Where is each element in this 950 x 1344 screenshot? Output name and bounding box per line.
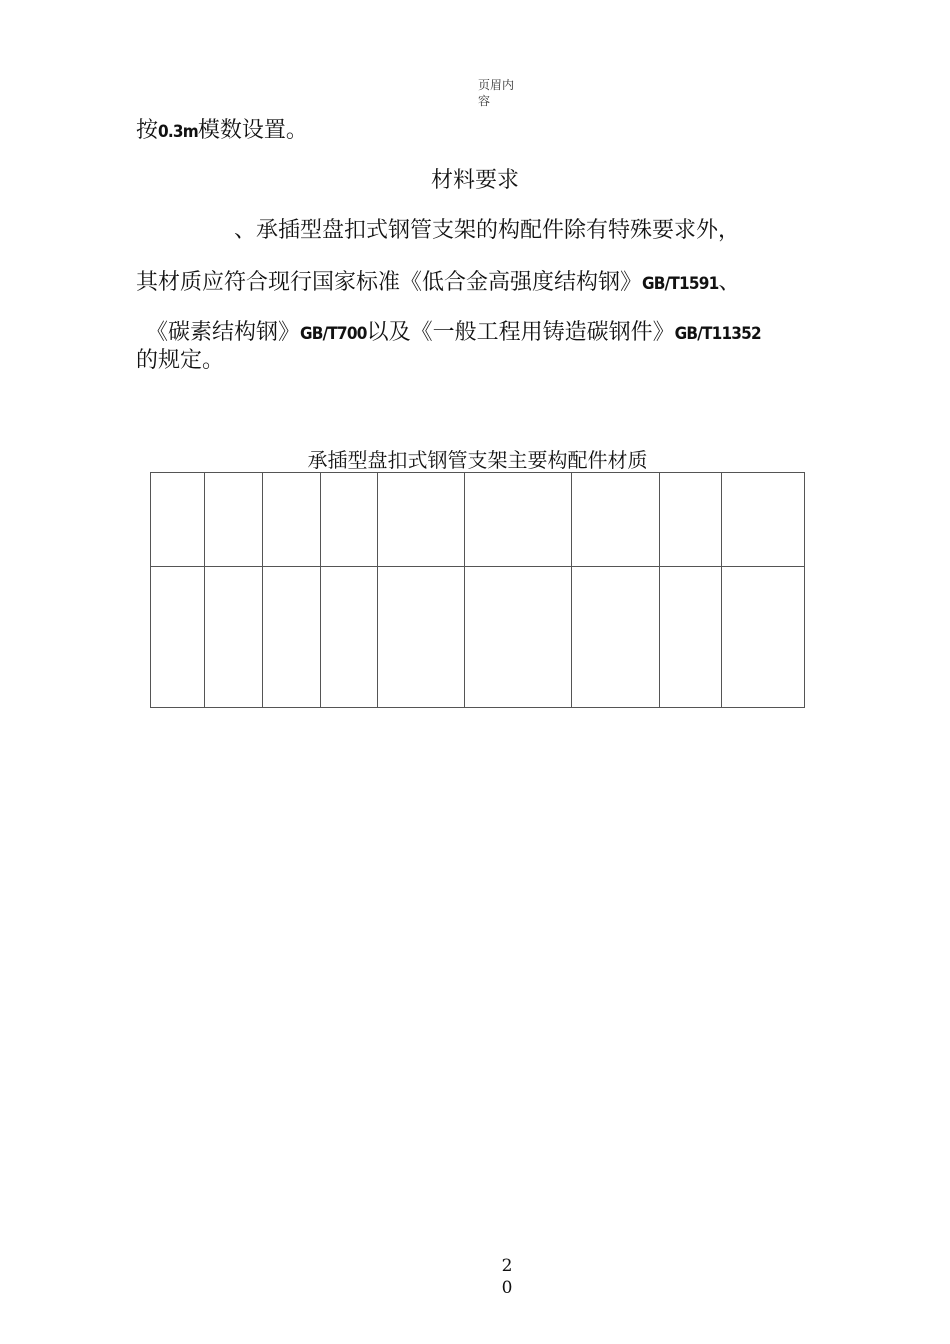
- table-cell: [722, 567, 805, 708]
- text-run: 《碳素结构钢》: [146, 320, 301, 345]
- table-cell: [204, 567, 262, 708]
- table-row: [151, 473, 805, 567]
- table-cell: [572, 473, 660, 567]
- materials-table: [150, 472, 805, 708]
- page-number-digit: 2: [501, 1256, 513, 1276]
- text-run: 以及《一般工程用铸造碳钢件》: [366, 320, 675, 345]
- paragraph-module: [136, 116, 806, 147]
- page-number-digit: 0: [501, 1278, 513, 1298]
- page-number: [499, 1255, 515, 1299]
- standard-code: GB/T700: [300, 324, 367, 344]
- text-run: 、: [718, 270, 741, 295]
- text-run: 模数设置。: [197, 118, 308, 143]
- text-run: 其材质应符合现行国家标准《低合金高强度结构钢》: [136, 270, 643, 295]
- paragraph-line: [146, 318, 816, 349]
- text-run: 按: [136, 118, 159, 143]
- table-cell: [204, 473, 262, 567]
- section-heading: 材料要求: [430, 168, 519, 193]
- paragraph-line: 的规定。: [136, 348, 225, 373]
- paragraph-line: 、承插型盘扣式钢管支架的构配件除有特殊要求外，: [234, 218, 741, 243]
- table-cell: [660, 567, 722, 708]
- page-header: [478, 77, 522, 109]
- standard-code: GB/T11352: [674, 324, 761, 344]
- table-cell: [377, 473, 465, 567]
- page-header-line: 容: [478, 94, 491, 108]
- code-run: 0.3m: [158, 122, 198, 142]
- table-cell: [465, 473, 572, 567]
- table-body: [151, 473, 805, 708]
- table-cell: [262, 567, 320, 708]
- table-cell: [151, 567, 205, 708]
- paragraph-line: [136, 268, 806, 299]
- table-cell: [722, 473, 805, 567]
- standard-code: GB/T1591: [642, 274, 719, 294]
- table-cell: [320, 567, 377, 708]
- page-header-line: 页眉内: [478, 78, 515, 92]
- table-cell: [377, 567, 465, 708]
- table-cell: [572, 567, 660, 708]
- table-cell: [320, 473, 377, 567]
- table-row: [151, 567, 805, 708]
- table-cell: [465, 567, 572, 708]
- table-cell: [151, 473, 205, 567]
- table-cell: [262, 473, 320, 567]
- table-cell: [660, 473, 722, 567]
- table-caption: 承插型盘扣式钢管支架主要构配件材质: [307, 448, 648, 472]
